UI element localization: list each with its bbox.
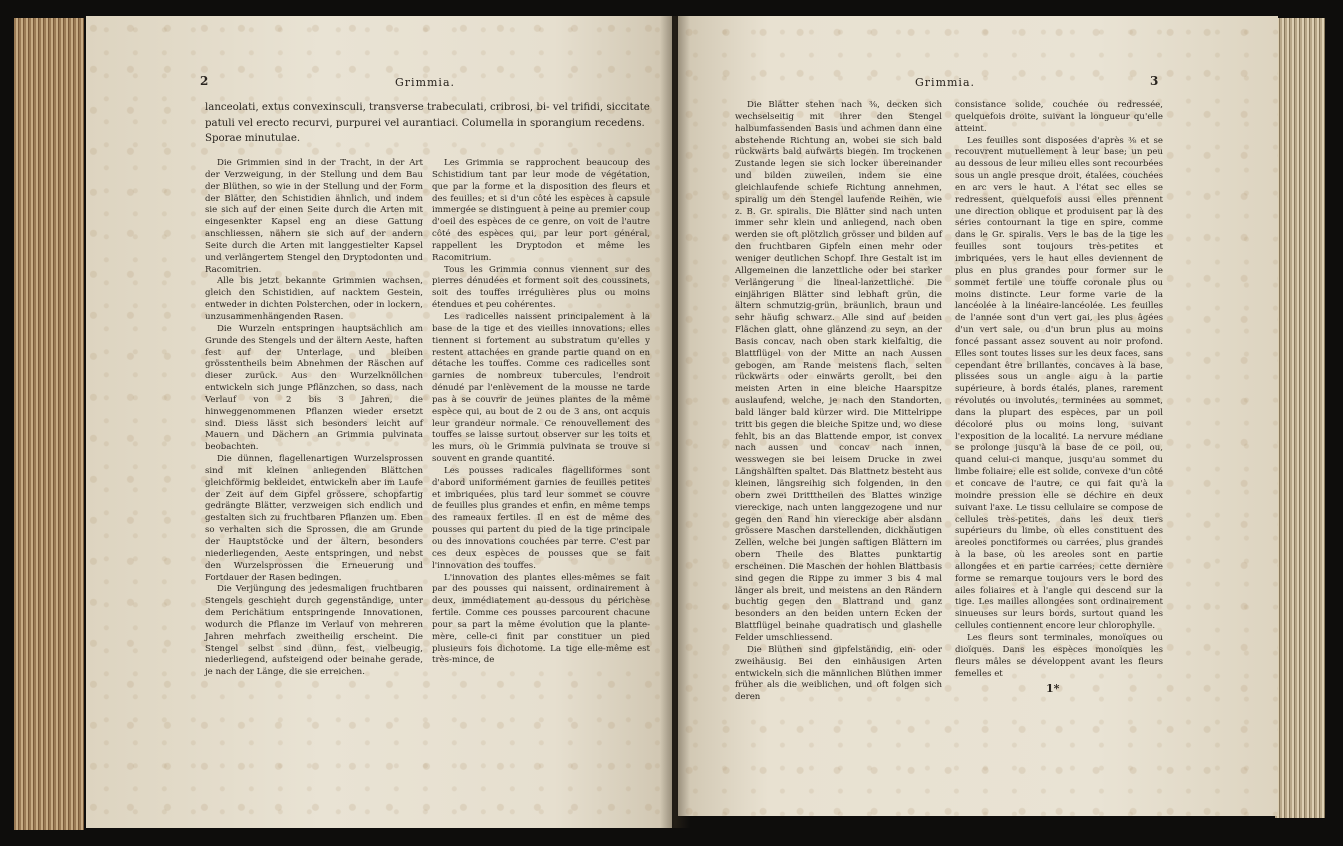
right-german-column [735,100,942,703]
paragraph: Die Grimmien sind in der Tracht, in der Art der Verzweigung, in der Stellung und dem Bau der Blüthen, so wie in der Stellung und der Form der Blätter, den Schistidien ähnlich, und indem sie sich auf der einen Seite durch die Arten mit eingesenkter Kapsel eng an diese Gattung anschliessen, nähern sie sich auf der andern Seite durch die Arten mit langgestielter Kapsel und verlängertem Stengel den Dryptodonten und Racomitrien. [205,158,423,275]
left-french-column [432,158,650,686]
paragraph: consistance solide, couchée ou redressée, quelquefois droite, suivant la longueur qu'elle atteint. [955,100,1163,134]
right-running-head: Grimmia. [915,76,975,89]
left-german-column [205,158,423,686]
paragraph: Les feuilles sont disposées d'après ⅜ et se recouvrent mutuellement à leur base; un peu au dessous de leur milieu elles sont recourbées sous un angle presque droit, étalées, couchées en arc vers le haut. A l'état sec elles se redressent, quelquefois aussi elles prennent une direction oblique et produisent par là des séries contournant la tige en spire, comme dans le Gr. spiralis. Vers le bas de la tige les feuilles sont toujours très-petites et imbriquées, vers le haut elles deviennent de plus en plus grandes pour former sur le sommet fertile une touffe coronale plus ou moins distincte. Leur forme varie de la lancéolée à la linéaire-lancéolée. Les feuilles de l'année sont d'un vert gai, les plus âgées d'un vert sale, ou d'un brun plus au moins foncé passant assez souvent au noir profond. Elles sont toutes lisses sur les deux faces, sans cependant être brillantes, concaves à la base, plissées sous un angle aigu à la partie supérieure, à bords étalés, planes, rarement révolutés ou involutés, terminées au sommet, dans la plupart des espèces, par un poil décoloré plus ou moins long, suivant l'exposition de la localité. La nervure médiane se prolonge jusqu'à la base de ce poil, ou, quand celui-ci manque, jusqu'au sommet du limbe foliaire; elle est solide, convexe d'un côté et concave de l'autre, ce qui fait qu'à la moindre pression elle se déchire en deux suivant l'axe. Le tissu cellulaire se compose de cellules très-petites, dans les deux tiers supérieurs du limbe, où elles constituent des areoles ponctiformes ou carrées, plus grandes à la base, où les areoles sont en partie allongées et en partie carrées; cette dernière forme se remarque toujours vers le bord des ailes foliaires et à l'angle qui descend sur la tige. Les mailles allongées sont ordinairement sinueuses sur leurs bords, surtout quand les cellules contiennent encore leur chlorophylle. [955,135,1163,632]
paragraph: Les Grimmia se rapprochent beaucoup des Schistidium tant par leur mode de végétation, que par la forme et la disposition des fleurs et des feuilles; et si d'un côté les espèces à capsule immergée se distinguent à peine au premier coup d'oeil des espèces de ce genre, on voit de l'autre côté des espèces qui, par leur port général, rappellent les Dryptodon et même les Racomitrium. [432,158,650,263]
paragraph: Les radicelles naissent principalement à la base de la tige et des vieilles innovations; elles tiennent si fortement au substratum qu'elles y restent attachées en grande partie quand on en détache les touffes. Comme ces radicelles sont garnies de nombreux tubercules, l'endroit dénudé par l'enlèvement de la mousse ne tarde pas à se couvrir de jeunes plantes de la même espèce qui, au bout de 2 ou de 3 ans, ont acquis leur grandeur normale. Ce renouvellement des touffes se laisse surtout observer sur les toits et les murs, où le Grimmia pulvinata se trouve si souvent en grande quantité. [432,311,650,465]
left-running-head: Grimmia. [395,76,455,89]
paragraph: Die Verjüngung des jedesmaligen fruchtbaren Stengels geschieht durch gegenständige, unter dem Perichätium entspringende Innovationen, wodurch die Pflanze im Verlauf von mehreren Jahren mehrfach zweitheilig erscheint. Die Stengel selbst sind dünn, fest, vielbeugig, niederliegend, aufsteigend oder beinahe gerade, je nach der Länge, die sie erreichen. [205,584,423,678]
latin-intro: lanceolati, extus convexinsculi, transverse trabeculati, cribrosi, bi- vel trifidi, siccitate patuli vel erecto recurvi, purpurei vel aurantiaci. Columella in sporangium recedens. Sporae minutulae. [205,102,650,144]
paragraph: Tous les Grimmia connus viennent sur des pierres dénudées et forment soit des coussinets, soit des touffes irrégulières plus ou moins étendues et peu cohérentes. [432,264,650,311]
right-french-column [955,100,1163,680]
right-page-number: 3 [1150,74,1159,88]
paragraph: Alle bis jetzt bekannte Grimmien wachsen, gleich den Schistidien, auf nacktem Gestein, entweder in dichten Polsterchen, oder in lockern, unzusammenhängenden Rasen. [205,276,423,322]
paragraph: Die Blüthen sind gipfelständig, ein- oder zweihäusig. Bei den einhäusigen Arten entwickeln sich die männlichen Blüthen immer früher als die weiblichen, und oft folgen sich deren [735,644,942,703]
book-edge-left [14,18,84,830]
book-gutter [660,16,690,828]
paragraph: Die dünnen, flagellenartigen Wurzelsprossen sind mit kleinen anliegenden Blättchen gleichförmig bekleidet, entwickeln aber im Laufe der Zeit auf dem Gipfel grössere, schopfartig gedrängte Blätter, verzweigen sich endlich und gestalten sich zu fruchtbaren Pflanzen um. Eben so verhalten sich die Sprossen, die am Grunde der Hauptstöcke und der ältern, besonders niederliegenden, Aeste entspringen, und nebst den Wurzelsprossen die Erneuerung und Fortdauer der Rasen bedingen. [205,454,423,583]
book-edge-right [1275,18,1325,818]
paragraph: Les pousses radicales flagelliformes sont d'abord uniformément garnies de feuilles petites et imbriquées, plus tard leur sommet se couvre de feuilles plus grandes et enfin, en même temps des rameaux fertiles. Il en est de même des pousses qui partent du pied de la tige principale ou des innovations couchées par terre. C'est par ces deux espèces de pousses que se fait l'innovation des touffes. [432,465,650,571]
signature-mark: 1* [1046,682,1060,695]
paragraph: Die Blätter stehen nach ⅜, decken sich wechselseitig mit ihrer den Stengel halbumfassenden Basis und achmen dann eine abstehende Richtung an, wobei sie sich bald rückwärts bald aufwärts biegen. Im trockenen Zustande legen sie sich locker übereinander und bilden zuweilen, indem sie eine gleichlaufende schiefe Richtung annehmen, spiralig um den Stengel laufende Reihen, wie z. B. Gr. spiralis. Die Blätter sind nach unten immer sehr klein und anliegend, nach oben werden sie oft plötzlich grösser und bilden auf den fruchtbaren Gipfeln einen mehr oder weniger deutlichen Schopf. Ihre Gestalt ist im Allgemeinen die lanzettliche oder bei starker Verlängerung die lineal-lanzettliche. Die einjährigen Blätter sind lebhaft grün, die ältern schmutzig-grün, bräunlich, braun und sehr häufig schwarz. Alle sind auf beiden Flächen glatt, ohne glänzend zu seyn, an der Basis concav, nach oben stark kielfaltig, die Blattflügel von der Mitte an nach Aussen gebogen, am Rande meistens flach, selten rückwärts oder einwärts gerollt, bei den meisten Arten in eine bleiche Haarspitze auslaufend, welche, je nach den Standorten, bald länger bald kürzer wird. Die Mittelrippe tritt bis gegen die bleiche Spitze und, wo diese fehlt, bis an das Blattende empor, ist convex nach aussen und concav nach innen, wesswegen sie bei leisem Drucke in zwei Längshälften spaltet. Das Blattnetz besteht aus kleinen, längsreihig sich folgenden, in den obern zwei Dritttheilen des Blattes winzige viereckige, nach unten langgezogene und nur gegen den Rand hin viereckige aber alsdann grössere Maschen darstellenden, dickhäutigen Zellen, welche bei jungen saftigen Blättern im obern Theile des Blattes punktartig erscheinen. Die Maschen der hohlen Blattbasis sind gegen die Rippe zu immer 3 bis 4 mal länger als breit, und meistens an den Rändern buchtig gegen den Blattrand und ganz besonders an den beiden untern Ecken der Blattflügel beinahe quadratisch und glashelle Felder umschliessend. [735,100,942,643]
paragraph: L'innovation des plantes elles-mêmes se fait par des pousses qui naissent, ordinairement à deux, immédiatement au-dessous du périchèse fertile. Comme ces pousses parcourent chacune pour sa part la même évolution que la plante-mère, celle-ci finit par constituer un pied plusieurs fois dichotome. La tige elle-même est très-mince, de [432,572,650,666]
paragraph: Die Wurzeln entspringen hauptsächlich am Grunde des Stengels und der ältern Aeste, haften fest auf der Unterlage, und bleiben grösstentheils beim Abnehmen der Räschen auf dieser zurück. Aus den Wurzelknöllchen entwickeln sich junge Pflänzchen, so dass, nach Verlauf von 2 bis 3 Jahren, die hinweggenommenen Pflanzen wieder ersetzt sind. Diess lässt sich besonders leicht auf Mauern und Dächern an Grimmia pulvinata beobachten. [205,323,423,453]
left-page-number: 2 [200,74,209,88]
paragraph: Les fleurs sont terminales, monoïques ou dioïques. Dans les espèces monoïques les fleurs mâles se développent avant les fleurs femelles et [955,632,1163,679]
